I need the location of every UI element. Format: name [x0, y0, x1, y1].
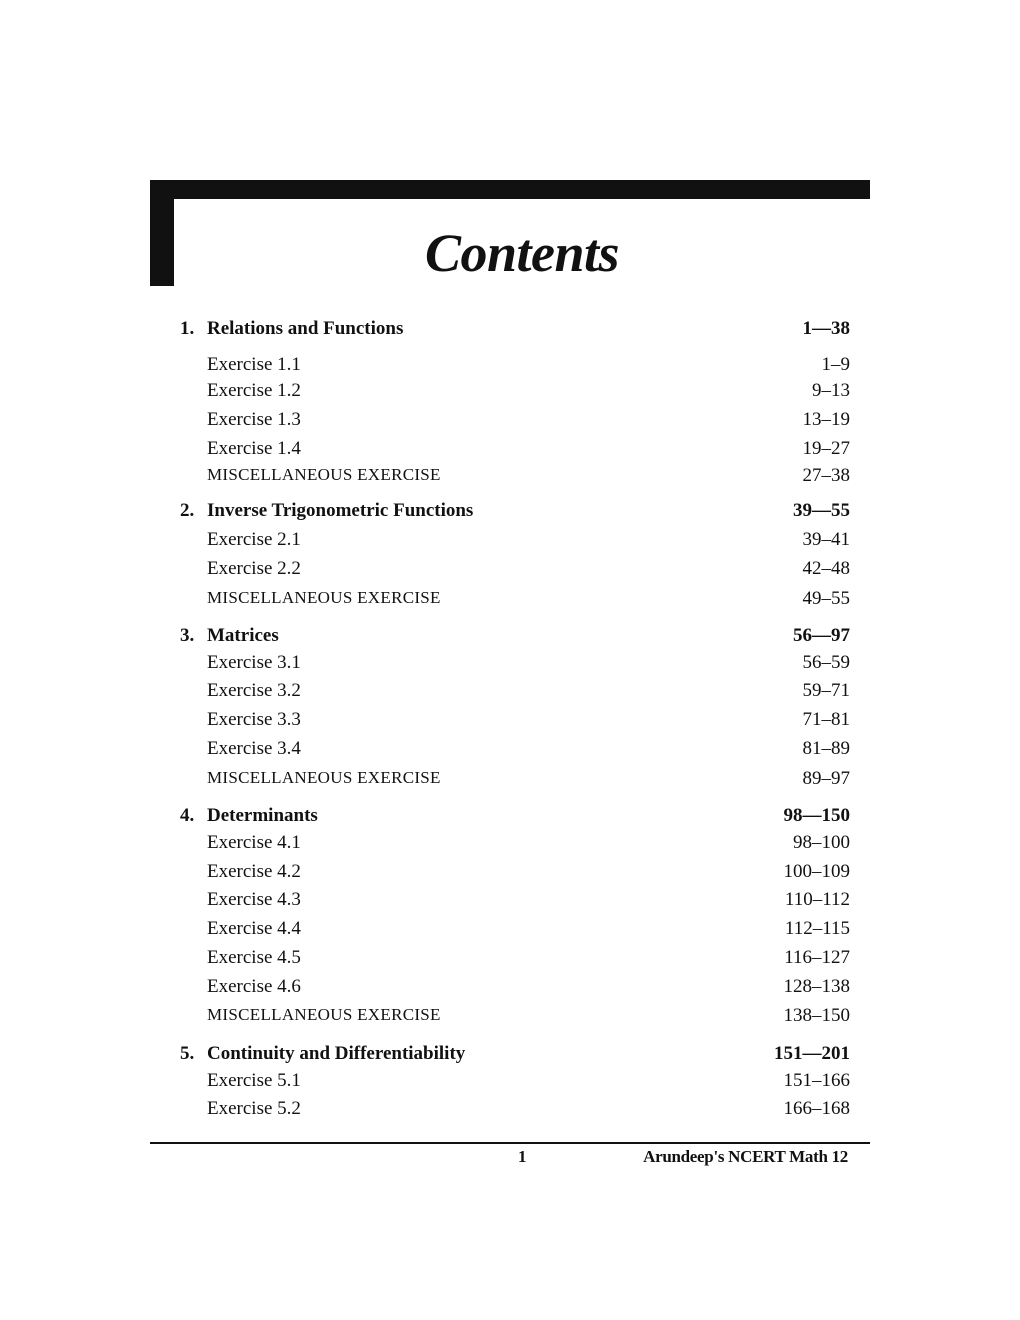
chapter-page-range: 39—55 — [793, 500, 850, 521]
toc-entry[interactable] — [180, 652, 850, 680]
toc-entry-miscellaneous[interactable] — [180, 588, 850, 616]
chapter-page-range: 98—150 — [783, 805, 850, 826]
chapter-number: 1. — [180, 318, 195, 339]
toc-entry[interactable] — [180, 976, 850, 1004]
entry-page-range: 89–97 — [802, 768, 850, 789]
chapter-page-range: 151—201 — [774, 1043, 850, 1064]
chapter-title: Relations and Functions — [207, 318, 404, 339]
toc-entry[interactable] — [180, 738, 850, 766]
chapter-number: 4. — [180, 805, 195, 826]
entry-page-range: 1–9 — [821, 354, 850, 375]
entry-label: MISCELLANEOUS EXERCISE — [207, 465, 441, 484]
entry-label: Exercise 3.1 — [207, 652, 301, 673]
chapter-title: Continuity and Differentiability — [207, 1043, 466, 1064]
entry-page-range: 71–81 — [802, 709, 850, 730]
entry-label: Exercise 2.1 — [207, 529, 301, 550]
entry-label: Exercise 4.2 — [207, 861, 301, 882]
chapter-number: 5. — [180, 1043, 195, 1064]
page-title: Contents — [424, 223, 620, 283]
entry-label: MISCELLANEOUS EXERCISE — [207, 1005, 441, 1024]
entry-label: Exercise 4.5 — [207, 947, 301, 968]
entry-page-range: 59–71 — [802, 680, 850, 701]
entry-page-range: 56–59 — [802, 652, 850, 673]
toc-entry[interactable] — [180, 529, 850, 557]
toc-entry[interactable] — [180, 380, 850, 408]
entry-label: Exercise 5.1 — [207, 1070, 301, 1091]
chapter-page-range: 1—38 — [802, 318, 850, 339]
entry-label: Exercise 4.1 — [207, 832, 301, 853]
entry-page-range: 49–55 — [802, 588, 850, 609]
chapter-title: Matrices — [207, 625, 279, 646]
entry-page-range: 110–112 — [784, 889, 850, 910]
entry-label: Exercise 3.4 — [207, 738, 301, 759]
toc-entry-miscellaneous[interactable] — [180, 768, 850, 796]
toc-entry[interactable] — [180, 558, 850, 586]
chapter-page-range: 56—97 — [793, 625, 850, 646]
chapter-3-heading[interactable] — [180, 625, 850, 653]
chapter-number: 3. — [180, 625, 195, 646]
entry-page-range: 27–38 — [802, 465, 850, 486]
entry-label: Exercise 1.4 — [207, 438, 301, 459]
toc-entry-miscellaneous[interactable] — [180, 465, 850, 493]
chapter-title: Inverse Trigonometric Functions — [207, 500, 474, 521]
entry-label: Exercise 4.6 — [207, 976, 301, 997]
toc-entry[interactable] — [180, 1070, 850, 1098]
chapter-4-heading[interactable] — [180, 805, 850, 833]
title-frame-left-bar — [150, 180, 174, 286]
chapter-1-heading[interactable] — [180, 318, 850, 346]
entry-page-range: 81–89 — [802, 738, 850, 759]
entry-page-range: 151–166 — [783, 1070, 850, 1091]
entry-label: MISCELLANEOUS EXERCISE — [207, 768, 441, 787]
footer-page-number: 1 — [518, 1147, 527, 1166]
toc-entry-miscellaneous[interactable] — [180, 1005, 850, 1033]
toc-entry[interactable] — [180, 354, 850, 382]
entry-label: Exercise 3.2 — [207, 680, 301, 701]
entry-label: Exercise 2.2 — [207, 558, 301, 579]
entry-label: Exercise 1.3 — [207, 409, 301, 430]
entry-label: MISCELLANEOUS EXERCISE — [207, 588, 441, 607]
chapter-title: Determinants — [207, 805, 318, 826]
entry-label: Exercise 5.2 — [207, 1098, 301, 1119]
entry-page-range: 19–27 — [802, 438, 850, 459]
toc-entry[interactable] — [180, 409, 850, 437]
entry-label: Exercise 4.4 — [207, 918, 301, 939]
entry-page-range: 13–19 — [802, 409, 850, 430]
entry-page-range: 9–13 — [812, 380, 850, 401]
entry-page-range: 116–127 — [784, 947, 850, 968]
entry-page-range: 128–138 — [783, 976, 850, 997]
entry-label: Exercise 1.1 — [207, 354, 301, 375]
toc-entry[interactable] — [180, 889, 850, 917]
footer-book-title: Arundeep's NCERT Math 12 — [643, 1147, 848, 1166]
toc-entry[interactable] — [180, 832, 850, 860]
toc-entry[interactable] — [180, 947, 850, 975]
toc-entry[interactable] — [180, 1098, 850, 1126]
toc-entry[interactable] — [180, 709, 850, 737]
toc-entry[interactable] — [180, 680, 850, 708]
entry-page-range: 42–48 — [802, 558, 850, 579]
footer-rule — [150, 1142, 870, 1144]
entry-label: Exercise 4.3 — [207, 889, 301, 910]
chapter-2-heading[interactable] — [180, 500, 850, 528]
chapter-5-heading[interactable] — [180, 1043, 850, 1071]
entry-page-range: 39–41 — [802, 529, 850, 550]
entry-page-range: 112–115 — [784, 918, 850, 939]
entry-page-range: 100–109 — [783, 861, 850, 882]
entry-page-range: 166–168 — [783, 1098, 850, 1119]
toc-entry[interactable] — [180, 861, 850, 889]
toc-entry[interactable] — [180, 918, 850, 946]
entry-page-range: 98–100 — [793, 832, 850, 853]
entry-page-range: 138–150 — [783, 1005, 850, 1026]
entry-label: Exercise 1.2 — [207, 380, 301, 401]
entry-label: Exercise 3.3 — [207, 709, 301, 730]
chapter-number: 2. — [180, 500, 195, 521]
toc-entry[interactable] — [180, 438, 850, 466]
table-of-contents — [180, 0, 850, 1320]
